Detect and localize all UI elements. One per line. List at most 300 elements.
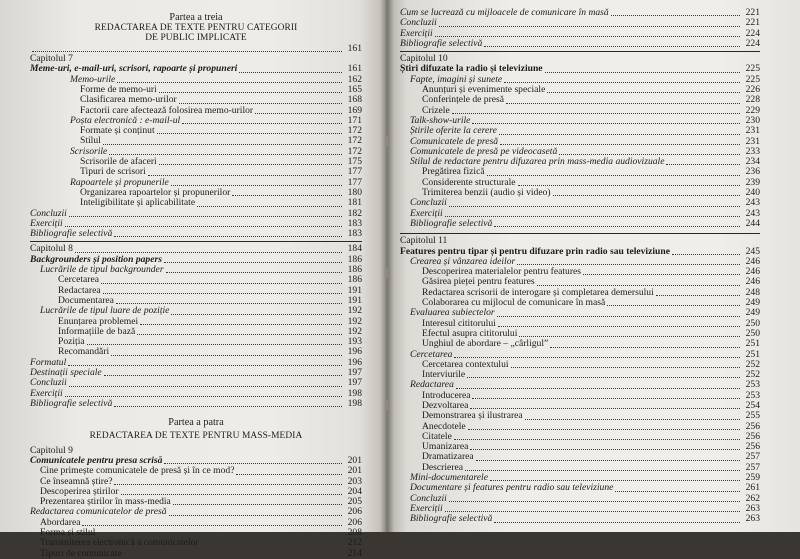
toc-entry-title: Cum se lucrează cu mijloacele de comunicare în masă	[400, 7, 609, 18]
dot-leader	[611, 14, 740, 16]
toc-entry	[400, 18, 760, 28]
toc-entry-title: Redactarea	[58, 284, 101, 296]
toc-entry-page: 221	[745, 7, 760, 18]
dot-leader	[545, 71, 740, 73]
toc-entry-page: 191	[347, 284, 362, 296]
dot-leader	[666, 163, 740, 165]
dot-leader	[87, 343, 342, 345]
toc-entry-page: 245	[745, 245, 760, 257]
toc-entry	[30, 209, 362, 219]
toc-entry-page: 240	[745, 187, 760, 199]
chapter-divider	[400, 233, 760, 234]
dot-leader	[465, 469, 740, 471]
toc-entry-page: 177	[347, 176, 362, 188]
dot-leader	[494, 521, 740, 523]
toc-entry	[400, 219, 760, 229]
toc-entry-title: Trimiterea benzii (audio și video)	[422, 187, 551, 199]
dot-leader	[472, 397, 740, 399]
toc-entry-page: 257	[745, 461, 760, 473]
toc-entry-title: Crearea și vânzarea ideilor	[410, 255, 516, 267]
toc-entry-title: Pregătirea fizică	[422, 166, 485, 178]
toc-entry-page: 197	[347, 377, 362, 389]
dot-leader	[499, 133, 740, 135]
dot-leader	[518, 184, 740, 186]
toc-entry-title: Descoperirea știrilor	[40, 485, 119, 497]
toc-entry-title: Clasificarea memo-urilor	[80, 94, 177, 106]
toc-entry-title: Concluzii	[410, 197, 447, 209]
toc-entry-page: 230	[745, 114, 760, 126]
toc-entry-page: 244	[745, 217, 760, 229]
toc-entry-page: 246	[745, 266, 760, 278]
toc-entry-page: 201	[347, 465, 362, 477]
toc-entry-page: 261	[745, 482, 760, 494]
dot-leader	[239, 71, 342, 73]
toc-entry-page: 263	[745, 513, 760, 525]
toc-entry-title: Descoperirea materialelor pentru features	[422, 266, 582, 278]
toc-entry-page: 206	[347, 516, 362, 528]
toc-entry-page: 177	[347, 166, 362, 178]
dot-leader	[65, 395, 342, 397]
toc-entry-title: Cercetarea	[58, 274, 100, 286]
toc-entry-title: Features pentru tipar și pentru difuzare prin radio sau televiziune	[400, 245, 670, 257]
toc-entry-page: 224	[745, 37, 760, 49]
toc-entry-page: 180	[347, 186, 362, 198]
dot-leader	[656, 294, 740, 296]
toc-entry-page: 224	[745, 27, 760, 39]
book-gutter	[380, 0, 394, 532]
chapter-8-entries	[30, 255, 362, 409]
dot-leader	[583, 273, 740, 275]
left-page	[0, 0, 386, 559]
dot-leader	[506, 102, 740, 104]
dot-leader	[103, 143, 342, 145]
toc-entry-page: 196	[347, 356, 362, 368]
toc-entry-page: 259	[745, 472, 760, 484]
toc-entry-page: 172	[347, 125, 362, 137]
dot-leader	[179, 102, 342, 104]
dot-leader	[456, 387, 740, 389]
toc-entry-title: Enunțarea problemei	[58, 315, 139, 327]
toc-entry-page: 201	[347, 454, 362, 466]
toc-entry-page: 225	[745, 63, 760, 75]
toc-entry-page: 169	[347, 104, 362, 116]
toc-entry-title: Demonstrarea și ilustrarea	[422, 410, 523, 422]
toc-entry-title: Conferințele de presă	[422, 94, 505, 106]
toc-entry-title: Informațiile de bază	[58, 325, 136, 337]
toc-entry	[400, 514, 760, 524]
toc-entry-title: Redactarea	[410, 379, 454, 391]
toc-entry-page: 206	[347, 506, 362, 518]
part-three-heading: Partea a treia	[169, 12, 223, 23]
toc-entry-page: 231	[745, 125, 760, 137]
toc-entry-title: Rapoartele și propunerile	[70, 176, 169, 188]
toc-entry-title: Bibliografie selectivă	[30, 228, 113, 240]
toc-entry-title: Exerciții	[410, 502, 443, 514]
toc-entry-page: 249	[745, 297, 760, 309]
dot-leader	[159, 91, 342, 93]
toc-entry-page: 248	[745, 286, 760, 298]
chapter-9-label: Capitolul 9	[30, 444, 73, 456]
dot-leader	[159, 163, 342, 165]
chapter-10-label: Capitolul 10	[400, 53, 448, 65]
dot-leader	[69, 215, 342, 217]
left-toc-column	[30, 0, 362, 559]
toc-entry-title: Interviurile	[422, 369, 466, 381]
toc-entry-title: Poziția	[58, 336, 85, 348]
toc-entry-title: Colaborarea cu mijlocul de comunicare în masă	[422, 297, 606, 309]
dot-leader	[65, 225, 342, 227]
toc-entry-page: 255	[745, 410, 760, 422]
toc-entry-page: 212	[347, 537, 362, 549]
dot-leader	[547, 91, 740, 93]
toc-entry	[30, 399, 362, 409]
toc-entry-title: Introducerea	[422, 389, 471, 401]
right-page	[386, 0, 800, 532]
toc-entry-title: Documentarea	[58, 294, 114, 306]
toc-entry-title: Exerciții	[400, 27, 433, 39]
toc-entry-title: Bibliografie selectivă	[410, 217, 493, 229]
dot-leader	[607, 304, 740, 306]
toc-entry-title: Descrierea	[422, 461, 464, 473]
dot-leader	[500, 143, 740, 145]
chapter-divider	[30, 241, 362, 242]
dot-leader	[182, 122, 342, 124]
toc-entry-page: 239	[745, 176, 760, 188]
toc-entry-page: 172	[347, 145, 362, 157]
toc-entry-page: 192	[347, 325, 362, 337]
toc-entry-title: Redactarea scrisorii de interogare și completarea demersului	[422, 286, 654, 298]
dot-leader	[114, 235, 342, 237]
chapter-7-entries	[30, 64, 362, 239]
toc-entry-page: 231	[745, 135, 760, 147]
toc-entry-title: Comunicatele pentru presa scrisă	[30, 454, 163, 466]
dot-leader	[68, 364, 342, 366]
toc-entry	[400, 483, 760, 493]
toc-entry-title: Exerciții	[410, 207, 443, 219]
toc-entry-page: 198	[347, 387, 362, 399]
toc-entry-title: Lucrările de tipul luare de poziție	[40, 305, 170, 317]
toc-entry-page: 182	[347, 207, 362, 219]
toc-entry-page: 254	[745, 399, 760, 411]
toc-entry-page: 226	[745, 84, 760, 96]
toc-entry	[400, 422, 760, 432]
toc-entry	[30, 347, 362, 357]
toc-entry-page: 243	[745, 197, 760, 209]
dot-leader	[487, 174, 740, 176]
toc-entry-title: Citatele	[422, 430, 452, 442]
toc-entry-title: Organizarea rapoartelor și propunerilor	[80, 186, 231, 198]
toc-entry-title: Comunicatele de presă pe videocasetă	[410, 145, 558, 157]
toc-entry-title: Backgrounders și position papers	[30, 253, 162, 265]
toc-entry-title: Bibliografie selectivă	[30, 397, 113, 409]
toc-entry-title: Concluzii	[30, 377, 67, 389]
dot-leader	[449, 500, 740, 502]
toc-entry-page: 253	[745, 379, 760, 391]
dot-leader	[232, 194, 342, 196]
toc-entry-title: Bibliografie selectivă	[400, 37, 483, 49]
toc-entry-page: 251	[745, 338, 760, 350]
dot-leader	[504, 81, 740, 83]
toc-entry	[400, 198, 760, 208]
toc-entry-page: 175	[347, 156, 362, 168]
dot-leader	[173, 503, 342, 505]
chapter-9-continued-entries	[400, 8, 760, 49]
toc-entry-page: 249	[745, 307, 760, 319]
dot-leader	[104, 374, 342, 376]
toc-entry-title: Concluzii	[410, 492, 447, 504]
toc-entry-page: 251	[745, 348, 760, 360]
dot-leader	[511, 366, 740, 368]
toc-entry-title: Inteligibilitate și aplicabilitate	[80, 197, 196, 209]
chapter-7-label: Capitolul 7	[30, 53, 73, 65]
toc-entry-title: Concluzii	[400, 17, 437, 29]
toc-entry-title: Scrisorile	[70, 145, 108, 157]
toc-entry-title: Tipuri de scrisori	[80, 166, 146, 178]
dot-leader	[615, 490, 740, 492]
toc-entry	[400, 188, 760, 198]
toc-entry-title: Factorii care afectează folosirea memo-urilor	[80, 104, 254, 116]
dot-leader	[525, 418, 740, 420]
toc-entry-title: Exerciții	[30, 387, 63, 399]
toc-entry-title: Unghiul de abordare – „cârligul”	[422, 338, 549, 350]
dot-leader	[537, 284, 740, 286]
part-four-title: REDACTAREA DE TEXTE PENTRU MASS-MEDIA	[89, 431, 303, 442]
toc-entry-title: Poșta electronică : e-mail-ul	[70, 114, 181, 126]
toc-entry-page: 253	[745, 389, 760, 401]
dot-leader	[114, 405, 342, 407]
toc-entry-title: Formate și conținut	[80, 125, 155, 137]
toc-entry-page: 225	[745, 73, 760, 85]
toc-entry	[30, 378, 362, 388]
toc-entry-page: 229	[745, 104, 760, 116]
toc-entry-page: 168	[347, 94, 362, 106]
toc-entry-page: 183	[347, 217, 362, 229]
toc-entry-title: Prezentarea știrilor în mass-media	[40, 496, 171, 508]
dot-leader	[497, 315, 740, 317]
toc-entry-title: Efectul asupra cititorului	[422, 327, 518, 339]
toc-entry-title: Scrisorile de afaceri	[80, 156, 157, 168]
part-four-heading: Partea a patra	[168, 417, 224, 429]
toc-entry-page: 193	[347, 336, 362, 348]
toc-entry	[400, 95, 760, 105]
toc-entry-page: 243	[745, 207, 760, 219]
dot-leader	[69, 385, 342, 387]
toc-entry-page: 233	[745, 145, 760, 157]
toc-entry-page: 197	[347, 367, 362, 379]
dot-leader	[166, 271, 342, 273]
toc-entry-page: 252	[745, 369, 760, 381]
toc-entry-title: Meme-uri, e-mail-uri, scrisori, rapoarte și propuneri	[30, 63, 238, 75]
toc-entry-page: 236	[745, 166, 760, 178]
dot-leader	[148, 174, 342, 176]
dot-leader	[236, 473, 342, 475]
toc-entry-title: Interesul cititorului	[422, 317, 496, 329]
dot-leader	[97, 534, 342, 536]
toc-entry-title: Anunțuri și evenimente speciale	[422, 84, 546, 96]
dot-leader	[454, 438, 740, 440]
dot-leader	[255, 112, 342, 114]
dot-leader	[109, 153, 342, 155]
dot-leader	[517, 263, 740, 265]
dot-leader	[164, 462, 342, 464]
toc-entry-title: Crizele	[422, 104, 450, 116]
toc-entry-title: Formatul	[30, 356, 67, 368]
toc-entry-title: Dramatizarea	[422, 451, 474, 463]
toc-entry-title: Forme de memo-uri	[80, 84, 157, 95]
part-three-title-line-2: DE PUBLIC IMPLICATE	[145, 33, 247, 44]
dot-leader	[476, 459, 740, 461]
toc-entry	[30, 549, 362, 559]
toc-entry-title: Cine primește comunicatele de presă și în ce mod?	[40, 465, 235, 477]
toc-entry-title: Considerente structurale	[422, 176, 516, 188]
toc-entry	[400, 39, 760, 49]
toc-entry-title: Tipuri de comunicate	[40, 547, 122, 559]
toc-entry-page: 198	[347, 397, 362, 409]
toc-entry	[400, 8, 760, 18]
toc-entry-title: Destinații speciale	[30, 367, 102, 379]
toc-entry-page: 204	[347, 485, 362, 497]
dot-leader	[101, 282, 342, 284]
toc-entry-page: 252	[745, 358, 760, 370]
toc-entry	[400, 370, 760, 380]
toc-row-top: 161	[30, 44, 362, 54]
dot-leader	[82, 524, 342, 526]
toc-entry-page: 183	[347, 228, 362, 240]
toc-entry-page: 196	[347, 346, 362, 358]
toc-entry-title: Umanizarea	[422, 441, 469, 453]
dot-leader	[498, 325, 740, 327]
dot-leader	[559, 153, 740, 155]
toc-entry-page: 250	[745, 317, 760, 329]
binding-stitch	[385, 400, 388, 410]
toc-entry-page: 208	[347, 526, 362, 538]
dot-leader	[445, 510, 740, 512]
toc-entry-page: 203	[347, 475, 362, 487]
toc-entry-title: Talk-show-urile	[410, 114, 471, 126]
toc-entry-page: 186	[347, 253, 362, 265]
binding-stitch	[385, 136, 388, 146]
toc-entry	[400, 339, 760, 349]
toc-entry-title: Cercetarea contextului	[422, 358, 509, 370]
toc-entry-page: 262	[745, 492, 760, 504]
dot-leader	[467, 376, 740, 378]
toc-entry-page: 205	[347, 496, 362, 508]
toc-entry	[30, 466, 362, 476]
binding-stitch	[385, 268, 388, 278]
toc-entry-title: Mini-documentarele	[410, 472, 488, 484]
chapter-8-label-row: Capitolul 8 184	[30, 243, 362, 255]
toc-entry-title: Cercetarea	[410, 348, 453, 360]
toc-entry-title: Știrile oferite la cerere	[410, 125, 497, 137]
toc-entry	[30, 368, 362, 378]
dot-leader	[470, 407, 740, 409]
dot-leader	[468, 428, 740, 430]
dot-leader	[452, 112, 740, 114]
chapter-11-entries	[400, 247, 760, 525]
dot-leader	[164, 261, 342, 263]
dot-leader	[103, 292, 342, 294]
toc-entry-title: Evaluarea subiectelor	[410, 307, 495, 319]
dot-leader	[484, 45, 740, 47]
toc-entry-title: Știri difuzate la radio și televiziune	[400, 63, 543, 75]
toc-entry-page: 171	[347, 114, 362, 126]
chapter-10-entries	[400, 64, 760, 229]
dot-leader	[519, 335, 740, 337]
toc-entry-title: Redactarea comunicatelor de presă	[30, 506, 167, 518]
dot-leader	[157, 132, 342, 134]
dot-leader	[472, 122, 740, 124]
toc-entry-page: 221	[745, 17, 760, 29]
toc-entry-title: Fapte, imagini și sunete	[410, 73, 503, 85]
toc-entry	[30, 198, 362, 208]
chapter-9-entries	[30, 456, 362, 559]
dot-leader	[201, 545, 342, 547]
dot-leader	[490, 479, 740, 481]
toc-entry-title: Bibliografie selectivă	[410, 513, 493, 525]
toc-entry-title: Concluzii	[30, 207, 67, 219]
right-toc-column	[400, 0, 760, 525]
toc-entry-page: 250	[745, 327, 760, 339]
toc-entry-page: 234	[745, 156, 760, 168]
toc-entry-page: 186	[347, 274, 362, 286]
toc-entry	[30, 229, 362, 239]
toc-entry-title: Ce înseamnă știre?	[40, 475, 113, 487]
toc-entry	[30, 306, 362, 316]
dot-leader	[117, 81, 342, 83]
dot-leader	[197, 205, 342, 207]
dot-leader	[494, 225, 740, 227]
toc-entry-title: Găsirea pieței pentru features	[422, 276, 535, 288]
toc-entry-page: 161	[347, 63, 362, 75]
toc-entry-page: 192	[347, 315, 362, 327]
dot-leader	[124, 555, 342, 557]
toc-entry-page: 186	[347, 264, 362, 276]
toc-entry-page: 191	[347, 294, 362, 306]
chapter-11-label: Capitolul 11	[400, 235, 448, 247]
toc-entry-title: Forma și stilul	[40, 526, 96, 538]
toc-entry-title: Abordarea	[40, 516, 81, 528]
dot-leader	[470, 448, 740, 450]
dot-leader	[439, 25, 740, 27]
toc-entry-page: 256	[745, 441, 760, 453]
toc-entry-title: Comunicatele de presă	[410, 135, 499, 147]
toc-entry-title: Transmiterea electronică a comunicatelor	[40, 537, 199, 549]
dot-leader	[553, 194, 740, 196]
toc-entry-page: 246	[745, 276, 760, 288]
dot-leader	[171, 313, 342, 315]
dot-leader	[137, 333, 342, 335]
toc-entry-page: 263	[745, 502, 760, 514]
toc-entry-page: 246	[745, 255, 760, 267]
toc-entry-title: Anecdotele	[422, 420, 466, 432]
toc-entry-title: Documentare și features pentru radio sau televiziune	[410, 482, 614, 494]
toc-entry-title: Recomandări	[58, 346, 110, 358]
dot-leader	[111, 354, 342, 356]
toc-entry-title: Exerciții	[30, 217, 63, 229]
toc-entry-page: 256	[745, 420, 760, 432]
dot-leader	[169, 514, 343, 516]
dot-leader	[171, 184, 342, 186]
part-three-title-line-1: REDACTAREA DE TEXTE PENTRU CATEGORII	[94, 23, 298, 33]
toc-entry-title: Lucrările de tipul backgrounder	[40, 264, 164, 276]
dot-leader	[121, 493, 342, 495]
dot-leader	[550, 346, 740, 348]
toc-entry-title: Dezvoltarea	[422, 399, 469, 411]
dot-leader	[114, 483, 342, 485]
toc-entry-title: Memo-urile	[70, 73, 116, 85]
toc-entry-title: Stilul	[80, 135, 101, 147]
toc-entry-page: 165	[347, 84, 362, 95]
